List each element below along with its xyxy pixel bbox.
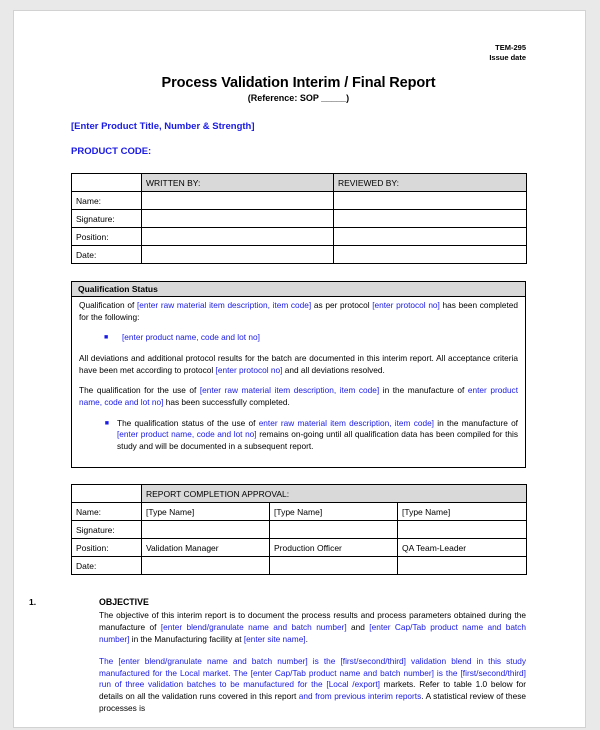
section-title-objective: OBJECTIVE: [99, 597, 149, 608]
op2-text-e: validation blend in this study manufactured for the Local market. The: [99, 656, 526, 678]
qualification-paragraph-1: [79, 300, 518, 323]
cell-date-written[interactable]: [142, 246, 334, 264]
page-title: Process Validation Interim / Final Report: [161, 75, 436, 91]
document-code-block: [71, 43, 526, 63]
qp2-text-c: and all deviations resolved.: [282, 364, 385, 375]
qp1-text-e: has been completed for the following:: [79, 300, 519, 322]
qualification-paragraph-3: [79, 385, 518, 408]
qp1-placeholder-protocol: [enter protocol no]: [372, 300, 440, 310]
cell-position-3[interactable]: QA Team-Leader: [398, 539, 527, 557]
op1-text-a: The objective of this interim report is to document the process results and process parameters obtained during the manufacture of: [99, 610, 526, 632]
qualification-status-title: Qualification Status: [72, 282, 525, 297]
signature-table: [71, 173, 527, 264]
qp3-placeholder-material: [enter raw material item description, item code]: [199, 385, 380, 396]
qp1-placeholder-material: [enter raw material item description, item code]: [136, 300, 312, 310]
qualification-status-box: [71, 281, 526, 468]
table-row: [72, 521, 527, 539]
op2-text-c: is the: [307, 656, 341, 667]
op1-placeholder-blend: [enter blend/granulate name and batch number]: [160, 621, 347, 632]
row-label-date: Date:: [72, 557, 142, 575]
op2-text-previous-reports: and from previous interim reports: [298, 690, 422, 701]
cell-position-1[interactable]: Validation Manager: [142, 539, 270, 557]
qp3-text-c: in the manufacture of: [379, 385, 468, 396]
column-header-reviewed-by: REVIEWED BY:: [334, 174, 527, 192]
op2-placeholder-market: [Local /export]: [326, 679, 380, 690]
qp1-text-a: Qualification of: [79, 300, 137, 310]
document-content: [29, 43, 527, 725]
product-title-placeholder: [Enter Product Title, Number & Strength]: [71, 121, 255, 132]
section-number: 1.: [29, 597, 37, 608]
qp1-text-c: as per protocol: [311, 300, 373, 310]
op1-placeholder-site: [enter site name]: [243, 633, 306, 644]
table-row: [72, 557, 527, 575]
issue-date-label: Issue date: [489, 53, 526, 62]
cell-name-reviewed[interactable]: [334, 192, 527, 210]
cell-signature-2[interactable]: [270, 521, 398, 539]
cell-signature-written[interactable]: [142, 210, 334, 228]
qualification-bullet-1: [79, 332, 518, 344]
row-label-signature: Signature:: [72, 521, 142, 539]
cell-signature-3[interactable]: [398, 521, 527, 539]
row-label-name: Name:: [72, 503, 142, 521]
row-label-position: Position:: [72, 228, 142, 246]
row-label-signature: Signature:: [72, 210, 142, 228]
qb2-placeholder-product: [enter product name, code and lot no]: [117, 429, 257, 440]
objective-paragraph-1: [99, 610, 526, 645]
op2-placeholder-captab: [enter Cap/Tab product name and batch number]: [250, 667, 434, 678]
qp2-text-a: All deviations and additional protocol results for the batch are documented in this interim report. All acceptance criteria have been met according to protocol: [79, 353, 518, 375]
row-label-position: Position:: [72, 539, 142, 557]
op2-text-i: run of three validation batches to be manufactured for the: [99, 679, 327, 690]
column-header-written-by: WRITTEN BY:: [142, 174, 334, 192]
qp3-text-a: The qualification for the use of: [79, 385, 200, 396]
square-bullet-icon: ■: [104, 334, 109, 342]
table-row: [72, 228, 527, 246]
op1-placeholder-captab: [enter Cap/Tab product name and batch number]: [99, 621, 527, 644]
table-header-row: [72, 174, 527, 192]
document-page: [13, 10, 586, 728]
table-row: [72, 539, 527, 557]
corner-cell: [72, 174, 142, 192]
op2-placeholder-order-2: [first/second/third]: [460, 667, 526, 678]
qualification-bullet-1-text: [enter product name, code and lot no]: [122, 332, 260, 343]
qp2-placeholder-protocol: [enter protocol no]: [215, 364, 283, 375]
qualification-bullet-2: [79, 418, 518, 453]
approval-header-label: REPORT COMPLETION APPROVAL:: [142, 485, 527, 503]
qb2-text-a: The qualification status of the use of: [117, 417, 259, 428]
table-header-row: [72, 485, 527, 503]
op1-text-e: in the Manufacturing facility at: [129, 633, 244, 644]
cell-position-written[interactable]: [142, 228, 334, 246]
table-row: [72, 192, 527, 210]
objective-paragraph-2: [99, 656, 526, 714]
op1-text-g: .: [305, 633, 308, 644]
cell-signature-reviewed[interactable]: [334, 210, 527, 228]
cell-name-production-officer[interactable]: [Type Name]: [270, 503, 398, 521]
op2-placeholder-blend: [enter blend/granulate name and batch number]: [118, 656, 308, 667]
qualification-bullet-2-text: [117, 418, 518, 453]
qb2-placeholder-material: enter raw material item description, item code]: [258, 417, 434, 428]
table-row: [72, 210, 527, 228]
corner-cell: [72, 485, 142, 503]
table-row: [72, 246, 527, 264]
qp3-placeholder-product: enter product name, code and lot no]: [79, 385, 519, 407]
page-subtitle: (Reference: SOP _____): [247, 93, 350, 103]
qb2-text-e: remains on-going until all qualification data has been compiled for this study and will be documented in a subsequent report.: [117, 429, 518, 451]
cell-date-reviewed[interactable]: [334, 246, 527, 264]
qualification-status-body: [72, 297, 525, 467]
product-code-label: PRODUCT CODE:: [71, 146, 152, 157]
row-label-date: Date:: [72, 246, 142, 264]
cell-date-1[interactable]: [142, 557, 270, 575]
op2-text-g: is the: [433, 667, 461, 678]
qb2-text-c: in the manufacture of: [434, 417, 518, 428]
report-completion-approval-table: [71, 484, 527, 575]
cell-signature-1[interactable]: [142, 521, 270, 539]
document-code: TEM-295: [495, 43, 526, 52]
cell-date-2[interactable]: [270, 557, 398, 575]
cell-name-qa-team-leader[interactable]: [Type Name]: [398, 503, 527, 521]
cell-name-validation-manager[interactable]: [Type Name]: [142, 503, 270, 521]
qualification-paragraph-2: [79, 353, 518, 376]
row-label-name: Name:: [72, 192, 142, 210]
objective-section: [29, 597, 527, 714]
square-bullet-icon: ■: [104, 419, 109, 427]
op2-placeholder-order-1: [first/second/third]: [340, 656, 406, 667]
op2-text-m: . A statistical review of these processes is: [99, 690, 526, 713]
op1-text-c: and: [346, 621, 370, 632]
qp3-text-e: has been successfully completed.: [163, 396, 290, 407]
op2-text-a: The: [99, 656, 119, 667]
op2-text-k: markets. Refer to table 1.0 below for details on all the validation runs covered in this report: [99, 679, 526, 701]
objective-body: [71, 610, 526, 714]
cell-position-2[interactable]: Production Officer: [270, 539, 398, 557]
cell-name-written[interactable]: [142, 192, 334, 210]
table-row: [72, 503, 527, 521]
cell-position-reviewed[interactable]: [334, 228, 527, 246]
cell-date-3[interactable]: [398, 557, 527, 575]
